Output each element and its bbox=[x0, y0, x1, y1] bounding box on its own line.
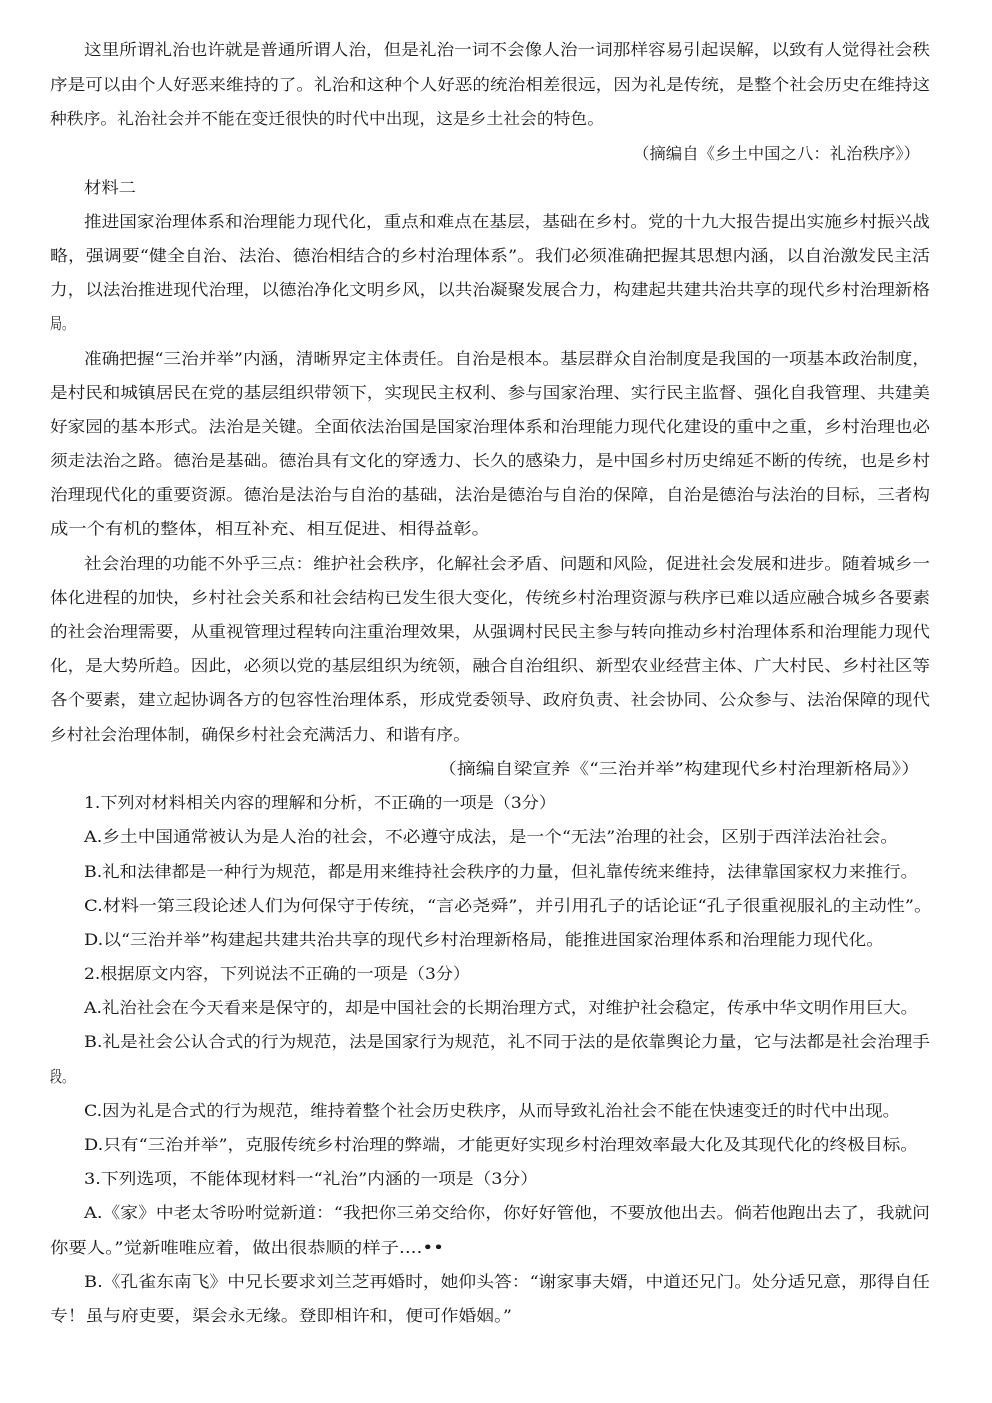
line-text: 化，是大势所趋。因此，必须以党的基层组织为统领，融合自治组织、新型农业经营主体、广大村民、乡村社区等 bbox=[50, 656, 931, 675]
line-text: 力，以法治推进现代治理，以德治净化文明乡风，以共治凝聚发展合力，构建起共建共治共享的现代乡村治理新格 bbox=[50, 280, 931, 299]
line-text: D.以“三治并举”构建起共建共治共享的现代乡村治理新格局，能推进国家治理体系和治理能力现代化。 bbox=[84, 930, 885, 949]
line-text: C.材料一第三段论述人们为何保守于传统，“言必尧舜”，并引用孔子的话论证“孔子很重视服礼的主动性”。 bbox=[84, 896, 932, 915]
line-text: 准确把握“三治并举”内涵，清晰界定主体责任。自治是根本。基层群众自治制度是我国的一项基本政治制度， bbox=[84, 349, 930, 368]
line-text: A.《家》中老太爷吩咐觉新道：“我把你三弟交给你，你好好管他，不要放他出去。倘若他跑出去了，我就问 bbox=[84, 1203, 930, 1222]
line-text: A.乡土中国通常被认为是人治的社会，不必遵守成法，是一个“无法”治理的社会，区别于西洋法治社会。 bbox=[84, 827, 899, 846]
line-text: 1.下列对材料相关内容的理解和分析，不正确的一项是（3分） bbox=[84, 793, 557, 812]
line-text: 材料二 bbox=[84, 178, 137, 197]
line-text: 成一个有机的整体，相互补充、相互促进、相得益彰。 bbox=[50, 519, 491, 538]
line-text: A.礼治社会在今天看来是保守的，却是中国社会的长期治理方式，对维护社会稳定，传承中华文明作用巨大。 bbox=[84, 998, 918, 1017]
line-text: 3.下列选项，不能体现材料一“礼治”内涵的一项是（3分） bbox=[84, 1169, 538, 1188]
line-text: 序是可以由个人好恶来维持的了。礼治和这种个人好恶的统治相差很远，因为礼是传统，是整个社会历史在维持这 bbox=[50, 75, 931, 94]
line-text: 须走法治之路。德治是基础。德治具有文化的穿透力、长久的感染力，是中国乡村历史绵延不断的传统，也是乡村 bbox=[50, 451, 931, 470]
line-text: C.因为礼是合式的行为规范，维持着整个社会历史秩序，从而导致礼治社会不能在快速变迁的时代中出现。 bbox=[84, 1101, 900, 1120]
line-text: 乡村社会治理体制，确保乡村社会充满活力、和谐有序。 bbox=[50, 725, 471, 744]
line-text: 社会治理的功能不外乎三点：维护社会秩序，化解社会矛盾、问题和风险，促进社会发展和进步。随着城乡一 bbox=[84, 554, 930, 573]
line-text: 体化进程的加快，乡村社会关系和社会结构已发生很大变化，传统乡村治理资源与秩序已难以适应融合城乡各要素 bbox=[50, 588, 931, 607]
line-text: 专！虽与府吏要，渠会永无缘。登即相许和，便可作婚姻。” bbox=[50, 1306, 513, 1325]
line-text: 是村民和城镇居民在党的基层组织带领下，实现民主权利、参与国家治理、实行民主监督、强化自我管理、共建美 bbox=[50, 383, 931, 402]
line-text: （摘编自梁宣养《“三治并举”构建现代乡村治理新格局》） bbox=[438, 759, 921, 778]
line-text: 治理现代化的重要资源。德治是法治与自治的基础，法治是德治与自治的保障，自治是德治与法治的目标，三者构 bbox=[50, 485, 931, 504]
line-text: 2.根据原文内容，下列说法不正确的一项是（3分） bbox=[84, 964, 470, 983]
line-text: D.只有“三治并举”，克服传统乡村治理的弊端，才能更好实现乡村治理效率最大化及其现代化的终极目标。 bbox=[84, 1135, 918, 1154]
line-text: 种秩序。礼治社会并不能在变迁很快的时代中出现，这是乡土社会的特色。 bbox=[50, 109, 604, 128]
line-text: 你要人。”觉新唯唯应着，做出很恭顺的样子....•• bbox=[50, 1238, 444, 1257]
line-text: 的社会治理需要，从重视管理过程转向注重治理效果，从强调村民民主参与转向推动乡村治理体系和治理能力现代 bbox=[50, 622, 931, 641]
line-text: 略，强调要“健全自治、法治、德治相结合的乡村治理体系”。我们必须准确把握其思想内涵，以自治激发民主活 bbox=[50, 246, 930, 265]
line-text: B.礼和法律都是一种行为规范，都是用来维持社会秩序的力量，但礼靠传统来维持，法律靠国家权力来推行。 bbox=[84, 862, 918, 881]
line-text: （摘编自《乡土中国之八：礼治秩序》） bbox=[633, 144, 920, 163]
line-text: 段。 bbox=[50, 1067, 74, 1086]
line-text: 局。 bbox=[50, 314, 74, 333]
line-text: 各个要素，建立起协调各方的包容性治理体系，形成党委领导、政府负责、社会协同、公众参与、法治保障的现代 bbox=[50, 690, 931, 709]
line-text: 这里所谓礼治也许就是普通所谓人治，但是礼治一词不会像人治一词那样容易引起误解，以致有人觉得社会秩 bbox=[84, 40, 930, 59]
line-text: B.礼是社会公认合式的行为规范，法是国家行为规范，礼不同于法的是依靠舆论力量，它与法都是社会治理手 bbox=[84, 1032, 930, 1051]
line-text: 推进国家治理体系和治理能力现代化，重点和难点在基层，基础在乡村。党的十九大报告提出实施乡村振兴战 bbox=[84, 212, 930, 231]
line-text: 好家园的基本形式。法治是关键。全面依法治国是国家治理体系和治理能力现代化建设的重中之重，乡村治理也必 bbox=[50, 417, 931, 436]
line-text: B.《孔雀东南飞》中兄长要求刘兰芝再婚时，她仰头答：“谢家事夫婿，中道还兄门。处分适兄意，那得自任 bbox=[84, 1272, 930, 1291]
